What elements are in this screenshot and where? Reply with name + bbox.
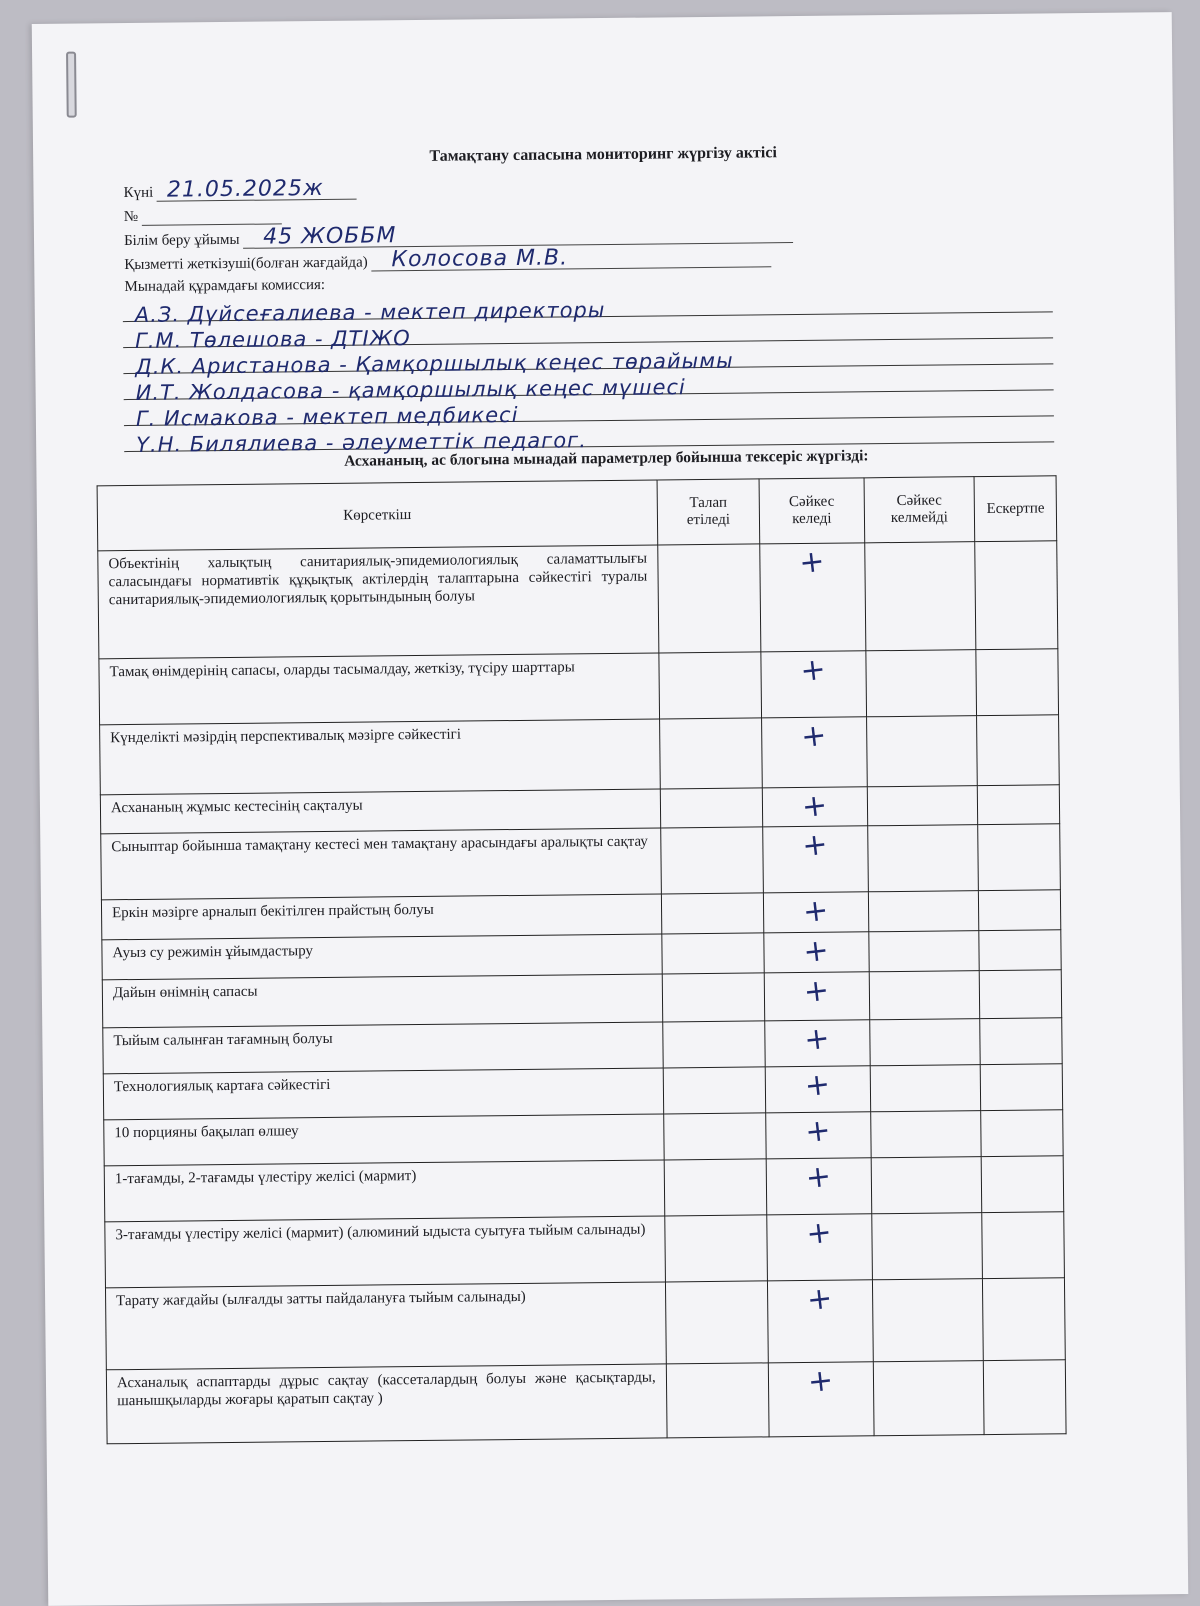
indicator-cell: Дайын өнімнің сапасы <box>102 974 662 1028</box>
compliant-cell <box>764 972 869 1021</box>
compliant-cell <box>765 1020 870 1067</box>
note-cell <box>979 890 1061 931</box>
noncompliant-cell <box>872 1279 984 1362</box>
indicator-cell: Асхананың жұмыс кестесінің сақталуы <box>100 789 660 834</box>
plus-mark: + <box>804 1158 834 1197</box>
table-row <box>99 649 1059 725</box>
indicator-cell: Еркін мәзірге арналып бекітілген прайстың болуы <box>101 894 661 940</box>
indicator-cell: Объектінің халықтың санитариялық-эпидемиологиялық саламаттылығы саласындағы нормативтік құқықтық актілердің талаптарына сәйкестігі туралы санитариялық-эпидемиологиялық қорытындының болуы <box>98 545 659 659</box>
header-note: Ескертпе <box>974 476 1056 542</box>
note-cell <box>983 1278 1066 1361</box>
commission-label: Мынадай құрамдағы комиссия: <box>124 276 326 296</box>
plus-mark: + <box>806 1362 836 1401</box>
supplier-value: Колосова М.В. <box>391 245 569 273</box>
plus-mark: + <box>799 717 829 756</box>
compliant-cell <box>761 651 866 718</box>
noncompliant-cell <box>869 1019 980 1066</box>
required-cell <box>662 973 765 1022</box>
noncompliant-cell <box>864 542 976 651</box>
required-cell <box>665 1281 768 1364</box>
indicator-cell: Ауыз су режимін ұйымдастыру <box>102 934 662 980</box>
plus-mark: + <box>804 1214 834 1253</box>
note-cell <box>980 1018 1062 1065</box>
noncompliant-cell <box>867 786 978 826</box>
staple-icon <box>66 52 77 118</box>
note-cell <box>984 1360 1066 1435</box>
compliant-cell <box>768 1362 873 1437</box>
noncompliant-cell <box>870 1111 981 1158</box>
commission-member: Г.М. Төлешова - ДТІЖО <box>134 326 411 353</box>
compliant-cell <box>764 892 869 933</box>
note-cell <box>980 1064 1062 1111</box>
noncompliant-cell <box>869 971 980 1020</box>
header-required: Талап етіледі <box>657 479 760 545</box>
table-row <box>100 715 1060 795</box>
org-value: 45 ЖОББМ <box>263 223 397 250</box>
required-cell <box>664 1215 767 1282</box>
noncompliant-cell <box>866 716 977 787</box>
required-cell <box>666 1363 769 1438</box>
commission-member: Д.К. Аристанова - Қамқоршылық кеңес төрайымы <box>135 348 734 379</box>
compliant-cell <box>764 932 869 973</box>
date-line <box>157 175 357 203</box>
plus-mark: + <box>805 1280 835 1319</box>
table-row <box>106 1360 1066 1444</box>
indicator-cell: Технологиялық картаға сәйкестігі <box>103 1068 663 1120</box>
compliant-cell <box>760 543 866 652</box>
note-cell <box>981 1156 1063 1213</box>
date-field <box>123 175 357 203</box>
required-cell <box>660 788 763 828</box>
noncompliant-cell <box>873 1361 984 1436</box>
compliant-cell <box>766 1158 871 1215</box>
date-label: Күні <box>123 184 154 202</box>
plus-mark: + <box>802 1020 832 1059</box>
commission-member: А.З. Дүйсеғалиева - мектеп директоры <box>134 298 606 327</box>
indicator-cell: Тарату жағдайы (ылғалды затты пайдалануға тыйым салынады) <box>105 1282 666 1370</box>
indicator-cell: 10 порцияны бақылап өлшеу <box>104 1114 664 1166</box>
indicator-cell: Сыныптар бойынша тамақтану кестесі мен тамақтану арасындағы аралықты сақтау <box>101 828 661 900</box>
plus-mark: + <box>801 892 831 931</box>
compliant-cell <box>767 1214 872 1281</box>
number-field <box>124 205 282 226</box>
note-cell <box>978 785 1060 825</box>
plus-mark: + <box>800 826 830 865</box>
plus-mark: + <box>798 651 828 690</box>
header-noncompliant: Сәйкес келмейді <box>864 477 975 543</box>
required-cell <box>661 893 764 934</box>
indicator-cell: Тамақ өнімдерінің сапасы, оларды тасымалдау, жеткізу, түсіру шарттары <box>99 653 659 725</box>
plus-mark: + <box>801 932 831 971</box>
header-indicator: Көрсеткіш <box>97 480 657 551</box>
supplier-line <box>371 245 771 273</box>
indicator-cell: 1-тағамды, 2-тағамды үлестіру желісі (мармит) <box>104 1160 664 1222</box>
table-row <box>98 541 1058 659</box>
commission-label-field <box>124 277 325 296</box>
note-cell <box>980 970 1062 1019</box>
required-cell <box>663 1113 766 1160</box>
plus-mark: + <box>797 543 827 582</box>
compliant-cell <box>762 717 867 788</box>
document-title: Тамақтану сапасына мониторинг жүргізу актісі <box>429 144 777 165</box>
noncompliant-cell <box>867 825 978 892</box>
number-label: № <box>123 208 139 226</box>
compliant-cell <box>762 787 867 827</box>
org-label: Білім беру ұйымы <box>123 231 240 250</box>
supplier-field <box>124 245 771 274</box>
indicator-cell: Тыйым салынған тағамның болуы <box>103 1022 663 1074</box>
table-body <box>98 541 1066 1444</box>
required-cell <box>662 933 765 974</box>
date-value: 21.05.2025ж <box>166 175 324 203</box>
noncompliant-cell <box>868 891 979 932</box>
compliant-cell <box>763 826 868 893</box>
inspection-subtitle: Асхананың, ас блогына мынадай параметрлер бойынша тексеріс жүргізді: <box>344 447 869 470</box>
required-cell <box>657 544 761 653</box>
noncompliant-cell <box>871 1213 982 1280</box>
plus-mark: + <box>802 972 832 1011</box>
required-cell <box>664 1159 767 1216</box>
commission-member: Г. Исмакова - мектеп медбикесі <box>135 402 519 431</box>
indicator-cell: 3-тағамды үлестіру желісі (мармит) (алюминий ыдыста суытуға тыйым салынады) <box>105 1216 665 1288</box>
noncompliant-cell <box>865 650 976 717</box>
commission-member: И.Т. Жолдасова - қамқоршылық кеңес мүшесі <box>135 375 686 405</box>
required-cell <box>662 1021 765 1068</box>
commission-member: Ү.Н. Билялиева - әлеуметтік педагог. <box>136 428 587 457</box>
note-cell <box>975 541 1058 650</box>
plus-mark: + <box>803 1066 833 1105</box>
note-cell <box>982 1212 1064 1279</box>
required-cell <box>660 827 763 894</box>
indicator-cell: Күнделікті мәзірдің перспективалық мәзірге сәйкестігі <box>100 719 660 795</box>
required-cell <box>659 652 762 719</box>
noncompliant-cell <box>868 931 979 972</box>
noncompliant-cell <box>870 1065 981 1112</box>
compliant-cell <box>765 1066 870 1113</box>
note-cell <box>979 930 1061 971</box>
noncompliant-cell <box>871 1157 982 1214</box>
number-line <box>142 205 282 225</box>
plus-mark: + <box>803 1112 833 1151</box>
indicator-cell: Асханалық аспаптарды дұрыс сақтау (кассеталардың болуы және қасықтарды, шанышқыларды жоғары қаратып сақтау ) <box>106 1364 666 1444</box>
supplier-label: Қызметті жеткізуші(болған жағдайда) <box>124 254 368 274</box>
document-sheet <box>32 12 1189 1606</box>
table-row <box>105 1212 1065 1288</box>
table-row <box>105 1278 1065 1370</box>
table-row <box>101 824 1061 900</box>
compliant-cell <box>768 1280 873 1363</box>
compliant-cell <box>766 1112 871 1159</box>
note-cell <box>977 715 1059 786</box>
table-header-row <box>97 476 1057 551</box>
note-cell <box>976 649 1058 716</box>
header-compliant: Сәйкес келеді <box>759 478 864 544</box>
plus-mark: + <box>800 787 830 826</box>
note-cell <box>981 1110 1063 1157</box>
required-cell <box>659 718 762 789</box>
note-cell <box>978 824 1060 891</box>
required-cell <box>663 1067 766 1114</box>
parameters-table <box>97 475 1067 1444</box>
table-row <box>104 1156 1064 1222</box>
